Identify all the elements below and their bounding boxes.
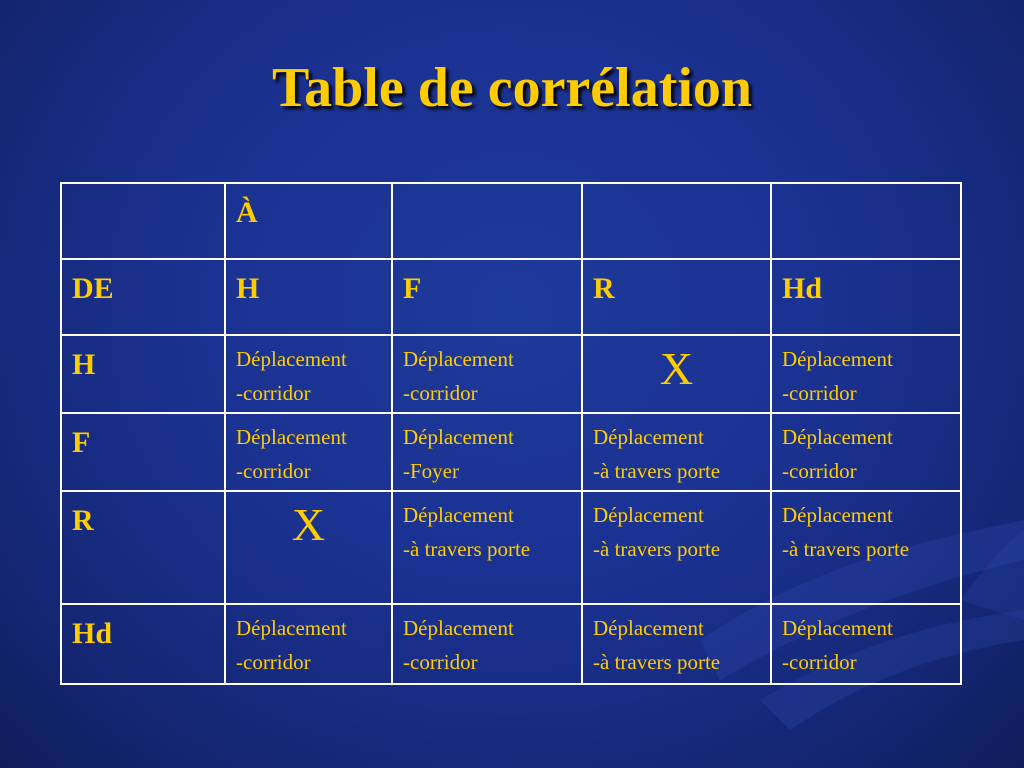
cell-line: -à travers porte: [403, 537, 531, 561]
cell-line: Déplacement: [782, 616, 893, 640]
cell-line: -à travers porte: [593, 537, 721, 561]
table-row: [61, 335, 961, 413]
row-header-f: F: [61, 413, 225, 491]
empty-header-cell: [582, 183, 771, 259]
table-cell: [225, 604, 392, 684]
corner-cell: [61, 183, 225, 259]
empty-header-cell: [771, 183, 961, 259]
cell-line: -corridor: [782, 650, 857, 674]
cell-line: Déplacement: [782, 425, 893, 449]
cell-line: -corridor: [236, 459, 311, 483]
row-header-h: H: [61, 335, 225, 413]
table-row: [61, 491, 961, 604]
cell-line: Déplacement: [236, 616, 347, 640]
cell-line: Déplacement: [593, 503, 704, 527]
table-cell: [392, 335, 582, 413]
cell-line: Déplacement: [403, 425, 514, 449]
cell-line: Déplacement: [236, 425, 347, 449]
table-row-header: [61, 259, 961, 335]
cell-line: Déplacement: [236, 347, 347, 371]
column-header-h: H: [225, 259, 392, 335]
table-row-top: [61, 183, 961, 259]
cell-line: -à travers porte: [593, 459, 721, 483]
table-cell: [771, 491, 961, 604]
cell-line: Déplacement: [403, 347, 514, 371]
table-cell: [225, 335, 392, 413]
cell-line: Déplacement: [403, 616, 514, 640]
row-header-hd: Hd: [61, 604, 225, 684]
cell-line: -Foyer: [403, 459, 459, 483]
table-row: [61, 413, 961, 491]
cell-line: Déplacement: [593, 616, 704, 640]
cell-line: -à travers porte: [782, 537, 910, 561]
column-header-r: R: [582, 259, 771, 335]
from-header-cell: DE: [61, 259, 225, 335]
column-header-f: F: [392, 259, 582, 335]
slide-title: Table de corrélation: [271, 57, 753, 119]
empty-header-cell: [392, 183, 582, 259]
table-cell: [771, 413, 961, 491]
cell-line: Déplacement: [403, 503, 514, 527]
column-header-hd: Hd: [771, 259, 961, 335]
cell-line: -corridor: [782, 459, 857, 483]
cell-line: -corridor: [782, 381, 857, 405]
cell-line: -à travers porte: [593, 650, 721, 674]
table-cell: [392, 604, 582, 684]
not-applicable-mark: X: [582, 335, 771, 413]
to-header-cell: À: [225, 183, 392, 259]
table-row: [61, 604, 961, 684]
table-cell: [771, 604, 961, 684]
table-cell: [225, 413, 392, 491]
cell-line: -corridor: [236, 650, 311, 674]
table-cell: [582, 491, 771, 604]
cell-line: Déplacement: [782, 503, 893, 527]
cell-line: -corridor: [236, 381, 311, 405]
not-applicable-mark: X: [225, 491, 392, 604]
table-cell: [392, 413, 582, 491]
cell-line: -corridor: [403, 650, 478, 674]
table-cell: [582, 604, 771, 684]
cell-line: Déplacement: [782, 347, 893, 371]
row-header-r: R: [61, 491, 225, 604]
correlation-table: [60, 182, 962, 685]
table-cell: [392, 491, 582, 604]
cell-line: -corridor: [403, 381, 478, 405]
cell-line: Déplacement: [593, 425, 704, 449]
table-cell: [582, 413, 771, 491]
table-cell: [771, 335, 961, 413]
